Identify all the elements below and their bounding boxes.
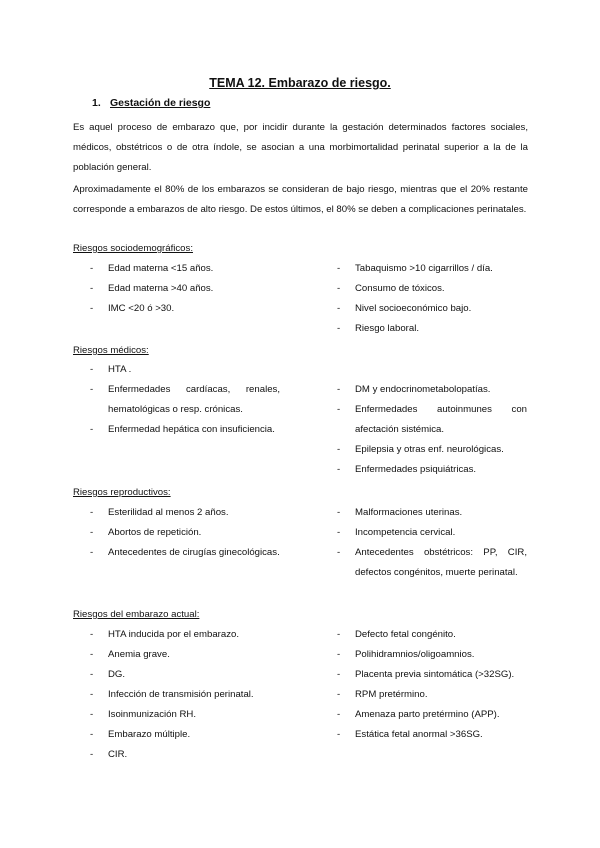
- list-dash: -: [337, 444, 341, 455]
- list-item-text: IMC <20 ó >30.: [108, 303, 175, 314]
- list-dash: -: [90, 547, 94, 558]
- list-item-text: Estática fetal anormal >36SG.: [355, 729, 483, 740]
- reproductivos-right-list: [337, 503, 527, 583]
- list-dash: -: [337, 283, 341, 294]
- list-item-text: CIR.: [108, 749, 128, 760]
- list-item-text: Tabaquismo >10 cigarrillos / día.: [355, 263, 493, 274]
- list-dash: -: [337, 729, 341, 740]
- list-dash: -: [337, 464, 341, 475]
- list-dash: -: [90, 629, 94, 640]
- list-item: [90, 665, 280, 685]
- embarazo-actual-right-list: [337, 625, 527, 745]
- list-dash: -: [337, 323, 341, 334]
- section-number: 1.: [92, 97, 101, 109]
- list-dash: -: [90, 527, 94, 538]
- list-item: [90, 503, 280, 523]
- embarazo-actual-left-list: [90, 625, 280, 765]
- list-item-text: Nivel socioeconómico bajo.: [355, 303, 472, 314]
- list-item: [90, 420, 280, 440]
- list-item-text: Abortos de repetición.: [108, 527, 202, 538]
- list-dash: -: [90, 689, 94, 700]
- list-item: [337, 380, 527, 400]
- list-dash: -: [90, 749, 94, 760]
- list-item-text: Enfermedades cardíacas, renales, hematológicas o resp. crónicas.: [108, 384, 280, 415]
- list-dash: -: [337, 527, 341, 538]
- list-dash: -: [337, 547, 341, 558]
- list-dash: -: [90, 303, 94, 314]
- medicos-right-list: [337, 380, 527, 480]
- medicos-left-list: [90, 360, 280, 440]
- list-item-text: Antecedentes de cirugías ginecológicas.: [108, 547, 280, 558]
- list-item: [337, 279, 527, 299]
- list-dash: -: [90, 709, 94, 720]
- list-item-text: Edad materna >40 años.: [108, 283, 214, 294]
- list-item-text: Enfermedad hepática con insuficiencia.: [108, 424, 275, 435]
- list-item: [337, 440, 527, 460]
- list-item-text: Esterilidad al menos 2 años.: [108, 507, 229, 518]
- list-item-text: Enfermedades autoinmunes con afectación sistémica.: [355, 404, 527, 435]
- list-item-text: Isoinmunización RH.: [108, 709, 196, 720]
- list-item: [90, 380, 280, 420]
- sociodemograficos-left-list: [90, 259, 280, 319]
- list-dash: -: [90, 507, 94, 518]
- list-item-text: Edad materna <15 años.: [108, 263, 214, 274]
- list-item: [337, 299, 527, 319]
- list-item: [90, 685, 280, 705]
- list-item: [90, 299, 280, 319]
- section-title: Gestación de riesgo: [110, 97, 211, 109]
- list-item-text: DM y endocrinometabolopatías.: [355, 384, 491, 395]
- list-dash: -: [337, 404, 341, 415]
- list-item: [90, 625, 280, 645]
- list-dash: -: [90, 384, 94, 395]
- list-item: [337, 665, 527, 685]
- list-item-text: Placenta previa sintomática (>32SG).: [355, 669, 515, 680]
- list-item: [337, 705, 527, 725]
- list-item: [90, 360, 280, 380]
- intro-paragraph: Es aquel proceso de embarazo que, por incidir durante la gestación determinados factores sociales, médicos, obstétricos o de otra índole, se asocian a una morbimortalidad perinatal superior a la de la población general.: [73, 122, 528, 173]
- list-item-text: RPM pretérmino.: [355, 689, 428, 700]
- category-heading-embarazo-actual: Riesgos del embarazo actual:: [73, 609, 200, 620]
- list-item-text: HTA .: [108, 364, 132, 375]
- list-dash: -: [337, 303, 341, 314]
- list-item-text: Riesgo laboral.: [355, 323, 419, 334]
- list-item-text: Anemia grave.: [108, 649, 170, 660]
- list-dash: -: [90, 649, 94, 660]
- list-dash: -: [337, 507, 341, 518]
- list-item: [90, 745, 280, 765]
- statistics-paragraph: Aproximadamente el 80% de los embarazos se consideran de bajo riesgo, mientras que el 20% restante corresponde a embarazos de alto riesgo. De estos últimos, el 80% se deben a complicaciones perinatales.: [73, 184, 528, 215]
- list-item-text: DG.: [108, 669, 126, 680]
- list-item: [90, 279, 280, 299]
- list-item-text: Epilepsia y otras enf. neurológicas.: [355, 444, 504, 455]
- list-item-text: Enfermedades psiquiátricas.: [355, 464, 477, 475]
- list-dash: -: [337, 669, 341, 680]
- section-heading: [92, 97, 210, 109]
- list-dash: -: [90, 729, 94, 740]
- list-dash: -: [337, 629, 341, 640]
- list-item-text: Consumo de tóxicos.: [355, 283, 445, 294]
- category-heading-sociodemograficos: Riesgos sociodemográficos:: [73, 243, 193, 254]
- list-item-text: Embarazo múltiple.: [108, 729, 191, 740]
- list-item-text: Amenaza parto pretérmino (APP).: [355, 709, 500, 720]
- list-dash: -: [90, 364, 94, 375]
- list-item: [337, 685, 527, 705]
- list-item-text: Infección de transmisión perinatal.: [108, 689, 254, 700]
- list-item: [337, 460, 527, 480]
- list-item-text: Antecedentes obstétricos: PP, CIR, defectos congénitos, muerte perinatal.: [355, 547, 527, 578]
- list-item: [90, 705, 280, 725]
- list-item-text: Malformaciones uterinas.: [355, 507, 463, 518]
- list-item: [337, 645, 527, 665]
- list-dash: -: [90, 669, 94, 680]
- reproductivos-left-list: [90, 503, 280, 563]
- list-dash: -: [337, 709, 341, 720]
- list-item: [90, 259, 280, 279]
- list-item: [337, 725, 527, 745]
- list-dash: -: [90, 424, 94, 435]
- list-item: [90, 645, 280, 665]
- list-dash: -: [337, 263, 341, 274]
- list-item: [90, 523, 280, 543]
- list-dash: -: [337, 649, 341, 660]
- list-item-text: Polihidramnios/oligoamnios.: [355, 649, 475, 660]
- list-item-text: HTA inducida por el embarazo.: [108, 629, 240, 640]
- list-dash: -: [90, 283, 94, 294]
- document-title: TEMA 12. Embarazo de riesgo.: [209, 76, 391, 90]
- sociodemograficos-right-list: [337, 259, 527, 339]
- list-item: [337, 503, 527, 523]
- list-item: [337, 259, 527, 279]
- list-item: [337, 625, 527, 645]
- list-dash: -: [90, 263, 94, 274]
- list-item-text: Defecto fetal congénito.: [355, 629, 456, 640]
- list-item: [337, 400, 527, 440]
- list-item: [337, 543, 527, 583]
- list-item-text: Incompetencia cervical.: [355, 527, 456, 538]
- list-dash: -: [337, 689, 341, 700]
- category-heading-reproductivos: Riesgos reproductivos:: [73, 487, 171, 498]
- category-heading-medicos: Riesgos médicos:: [73, 345, 149, 356]
- list-item: [337, 319, 527, 339]
- list-item: [90, 725, 280, 745]
- list-item: [90, 543, 280, 563]
- list-item: [337, 523, 527, 543]
- list-dash: -: [337, 384, 341, 395]
